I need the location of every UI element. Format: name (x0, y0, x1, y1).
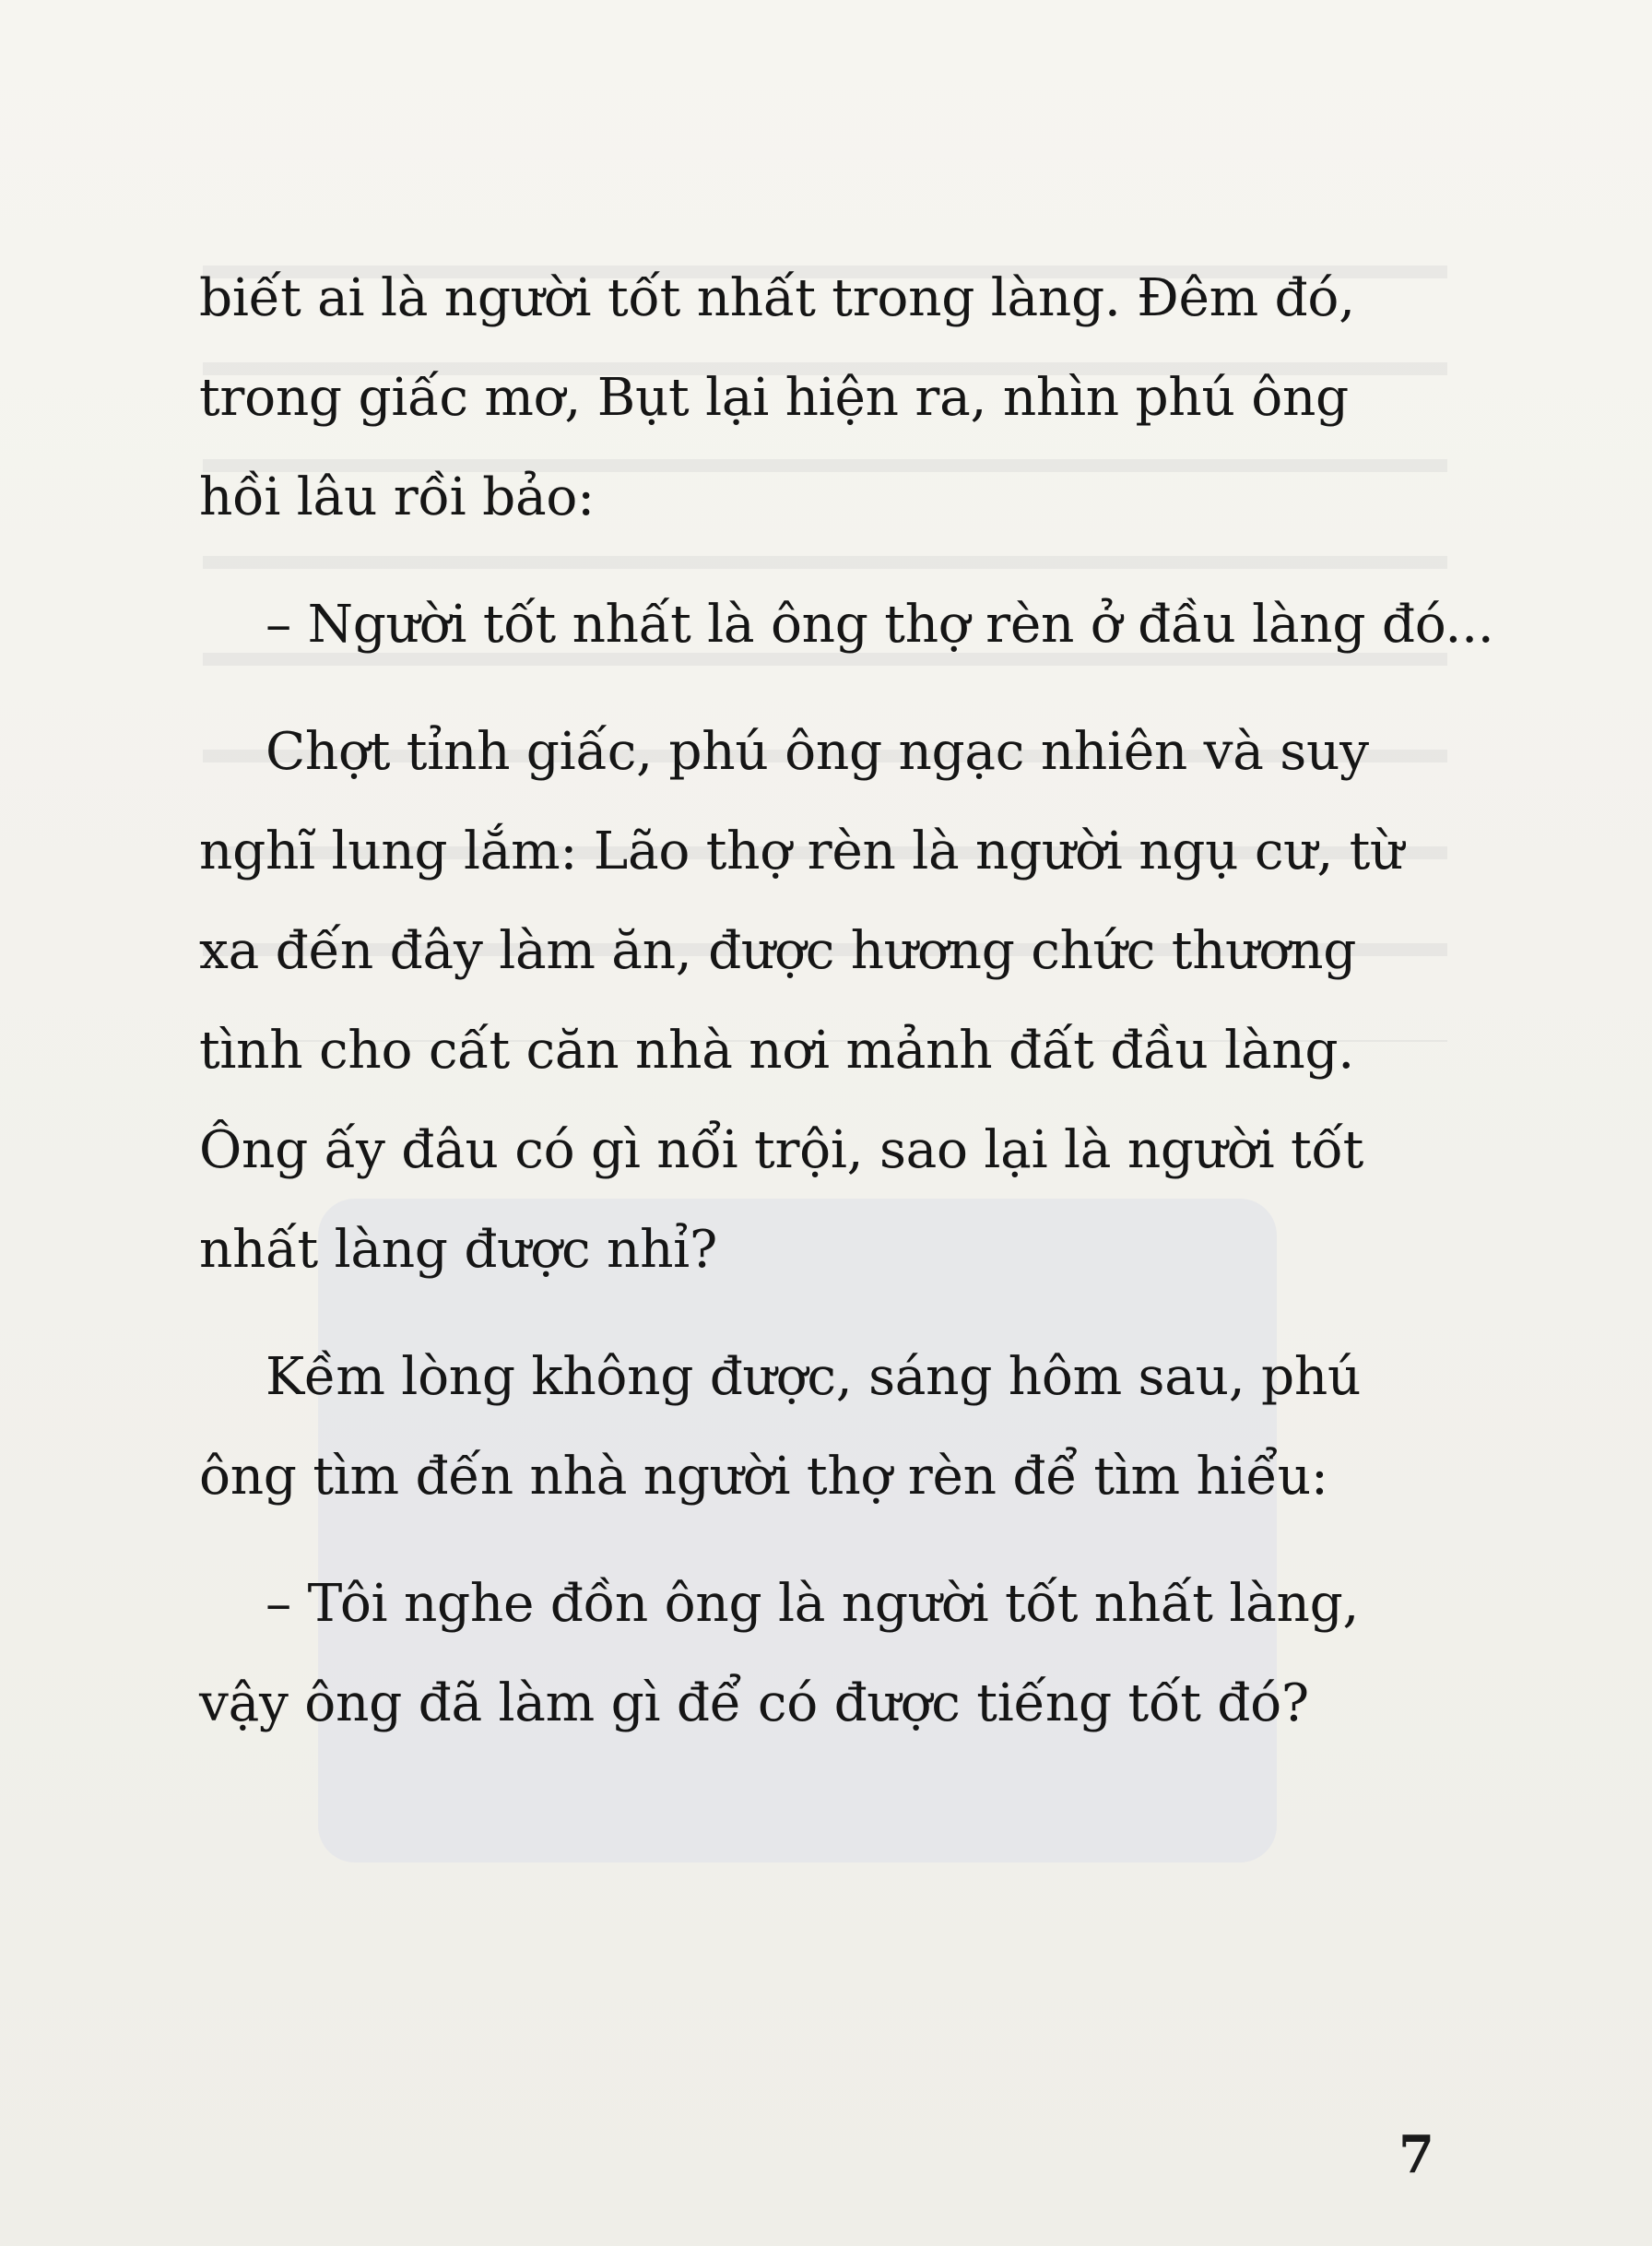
text-line: Ông ấy đâu có gì nổi trội, sao lại là người tốt (199, 1120, 1364, 1180)
text-line: Kềm lòng không được, sáng hôm sau, phú (266, 1347, 1362, 1407)
text-line: ông tìm đến nhà người thợ rèn để tìm hiểu: (199, 1447, 1328, 1507)
text-line: vậy ông đã làm gì để có được tiếng tốt đó? (199, 1673, 1309, 1733)
text-line: trong giấc mơ, Bụt lại hiện ra, nhìn phú ông (199, 368, 1349, 428)
text-line: hồi lâu rồi bảo: (199, 467, 595, 527)
text-line: nghĩ lung lắm: Lão thợ rèn là người ngụ cư, từ (199, 822, 1404, 881)
text-line: biết ai là người tốt nhất trong làng. Đêm đó, (199, 268, 1355, 328)
text-line: tình cho cất căn nhà nơi mảnh đất đầu làng. (199, 1021, 1354, 1081)
dialogue-line: – Tôi nghe đồn ông là người tốt nhất làng, (266, 1574, 1360, 1634)
text-line: Chợt tỉnh giấc, phú ông ngạc nhiên và suy (266, 722, 1369, 782)
page-number: 7 (1398, 2124, 1434, 2185)
body-text (199, 249, 1494, 1754)
text-line: xa đến đây làm ăn, được hương chức thương (199, 921, 1357, 981)
text-line: nhất làng được nhỉ? (199, 1220, 717, 1280)
dialogue-line: – Người tốt nhất là ông thợ rèn ở đầu làng đó... (266, 595, 1494, 655)
